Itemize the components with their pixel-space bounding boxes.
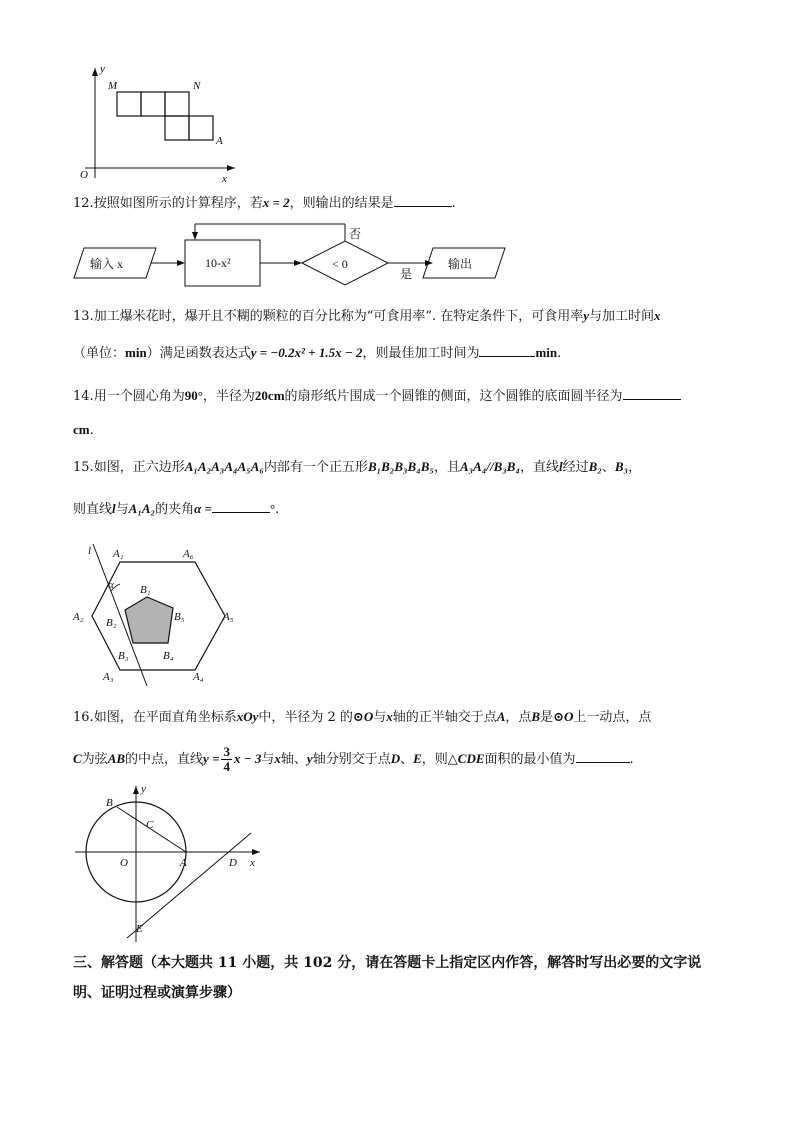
q16-line1-b: 中，半径为 2 的 bbox=[258, 710, 353, 725]
q12-end: . bbox=[451, 196, 456, 211]
q15-line2-b: 与 bbox=[115, 502, 129, 517]
q14-radius: 20cm bbox=[254, 388, 285, 403]
q15-pentagon: B₁B₂B₃B₄B₅ bbox=[367, 459, 434, 474]
fig15-b1-label: B₁ bbox=[140, 584, 151, 596]
fig16-e-label: E bbox=[136, 923, 143, 935]
q16-line1-c: 与 bbox=[373, 710, 387, 725]
grid-x-label: x bbox=[222, 173, 227, 185]
q16-line2-d: 轴、 bbox=[280, 752, 307, 767]
fig15-a6-label: A₆ bbox=[183, 548, 194, 560]
q15-degree: ° bbox=[269, 501, 276, 516]
q15-end: . bbox=[275, 502, 280, 517]
q13-unit2: min bbox=[535, 345, 558, 360]
q13-line1-a: 加工爆米花时，爆开且不糊的颗粒的百分比称为“可食用率”. 在特定条件下，可食用率 bbox=[93, 309, 584, 324]
q16-line1-e: ，点 bbox=[505, 710, 532, 725]
fig16-a-label: A bbox=[180, 857, 187, 869]
q16-line1-g: 上一动点，点 bbox=[573, 710, 652, 725]
q16-line2-c: 与 bbox=[261, 752, 275, 767]
q12-text-b: ，则输出的结果是 bbox=[289, 196, 394, 211]
q15-line1-e: 经过 bbox=[562, 460, 589, 475]
grid-a-label: A bbox=[216, 135, 223, 147]
question-16-line2 bbox=[73, 742, 634, 777]
circle-figure bbox=[70, 780, 270, 945]
fig15-a3-label: A₃ bbox=[103, 671, 114, 683]
fig15-alpha-label: α bbox=[108, 579, 114, 591]
q15-line1-a: 如图，正六边形 bbox=[93, 460, 185, 475]
grid-origin-label: O bbox=[80, 169, 88, 181]
q15-line2-a: 则直线 bbox=[73, 502, 113, 517]
q16-x-axis: x bbox=[386, 709, 393, 724]
q16-chord-ab: AB bbox=[107, 751, 126, 766]
question-13-line2 bbox=[73, 342, 561, 364]
q15-hexagon: A₁A₂A₃A₄A₅A₆ bbox=[184, 459, 264, 474]
fig15-b3-label: B₃ bbox=[118, 650, 129, 662]
flow-formula-label: 10-x² bbox=[205, 256, 231, 270]
q15-line2-c: 的夹角 bbox=[155, 502, 195, 517]
q15-answer-blank[interactable] bbox=[212, 498, 270, 513]
q16-line2-b: 的中点，直线 bbox=[125, 752, 204, 767]
q14-unit: cm bbox=[73, 422, 90, 437]
q13-line2-c: ，则最佳加工时间为 bbox=[362, 346, 480, 361]
flow-compare-label: < 0 bbox=[332, 257, 348, 271]
q16-triangle-cde: CDE bbox=[457, 751, 485, 766]
q16-line2-e: 轴分别交于点 bbox=[312, 752, 391, 767]
grid-figure bbox=[70, 60, 245, 185]
q13-line1-b: 与加工时间 bbox=[589, 309, 655, 324]
q16-point-b: B bbox=[531, 709, 541, 724]
q16-end: . bbox=[629, 752, 634, 767]
q16-line1-d: 轴的正半轴交于点 bbox=[392, 710, 497, 725]
q12-answer-blank[interactable] bbox=[394, 192, 452, 207]
flowchart bbox=[70, 220, 515, 290]
q14-text-b: ，半径为 bbox=[202, 389, 255, 404]
q15-sep: 、 bbox=[601, 460, 615, 475]
fig15-a4-label: A₄ bbox=[193, 671, 204, 683]
q15-line1-b: 内部有一个正五形 bbox=[263, 460, 368, 475]
fig16-x-label: x bbox=[250, 857, 255, 869]
q13-var-y: y bbox=[583, 308, 590, 323]
q15-line1-c: ，且 bbox=[433, 460, 460, 475]
q13-formula: y = −0.2x² + 1.5x − 2 bbox=[250, 345, 363, 360]
q14-end: . bbox=[89, 423, 94, 438]
fig15-a2-label: A₂ bbox=[73, 611, 84, 623]
q13-var-x: x bbox=[654, 308, 661, 323]
q16-circle-o-2: ⊙O bbox=[553, 709, 574, 724]
q16-point-d: D bbox=[390, 751, 401, 766]
q16-point-e: E bbox=[413, 751, 422, 766]
q16-line2-f: ，则△ bbox=[421, 752, 458, 767]
q16-line1-a: 如图，在平面直角坐标系 bbox=[93, 710, 237, 725]
question-14-line2 bbox=[73, 420, 94, 441]
q13-unit: min bbox=[125, 345, 147, 360]
fig16-y-label: y bbox=[141, 783, 146, 795]
question-14 bbox=[73, 385, 681, 407]
fig16-b-label: B bbox=[106, 797, 113, 809]
flow-output-label: 输出 bbox=[448, 257, 473, 271]
q15-a1a2: A₁A₂ bbox=[128, 501, 156, 516]
fig15-a5-label: A₅ bbox=[223, 611, 234, 623]
q12-text-a: 按照如图所示的计算程序，若 bbox=[93, 196, 263, 211]
question-13 bbox=[73, 306, 661, 327]
q16-frac-num: 3 bbox=[223, 744, 230, 759]
flow-no-label: 否 bbox=[349, 227, 362, 241]
q15-line1-f: ， bbox=[628, 460, 642, 475]
fig15-l-label: l bbox=[88, 545, 92, 557]
question-12 bbox=[73, 192, 456, 214]
hexagon-figure bbox=[70, 540, 250, 690]
q16-sep: 、 bbox=[400, 752, 414, 767]
q13-line2-b: ）满足函数表达式 bbox=[146, 346, 251, 361]
q16-line2-g: 面积的最小值为 bbox=[484, 752, 576, 767]
q16-answer-blank[interactable] bbox=[576, 748, 630, 763]
fig15-b5-label: B₅ bbox=[174, 611, 185, 623]
q16-xoy: xOy bbox=[236, 709, 259, 724]
question-15-line2 bbox=[73, 498, 279, 520]
fig15-b2-label: B₂ bbox=[106, 617, 117, 629]
fig16-o-label: O bbox=[120, 857, 128, 869]
q16-point-c: C bbox=[73, 751, 82, 766]
q13-line2-a: （单位： bbox=[73, 346, 126, 361]
q16-circle-o: ⊙O bbox=[352, 709, 374, 724]
q14-angle: 90° bbox=[184, 388, 203, 403]
q14-text-c: 的扇形纸片围成一个圆锥的侧面，这个圆锥的底面圆半径为 bbox=[284, 389, 623, 404]
q16-frac-den: 4 bbox=[223, 759, 230, 774]
q16-line1-f: 是 bbox=[540, 710, 554, 725]
q12-condition: x = 2 bbox=[262, 195, 290, 210]
fig15-a1-label: A₁ bbox=[113, 548, 124, 560]
q15-line-l-2: l bbox=[112, 501, 116, 516]
q13-answer-blank[interactable] bbox=[479, 342, 535, 357]
q16-y2: y bbox=[306, 751, 313, 766]
line-de bbox=[127, 833, 251, 938]
fig16-d-label: D bbox=[229, 857, 237, 869]
fig16-c-label: C bbox=[146, 819, 154, 831]
grid-y-label: y bbox=[100, 63, 105, 75]
q16-fraction bbox=[221, 745, 232, 774]
flow-input-label: 输入 x bbox=[90, 257, 124, 271]
q16-number: 16. bbox=[73, 710, 94, 725]
q13-number: 13. bbox=[73, 309, 94, 324]
fig15-b4-label: B₄ bbox=[163, 650, 174, 662]
q15-parallel: A₃A₄//B₃B₄ bbox=[459, 459, 521, 474]
q15-number: 15. bbox=[73, 460, 94, 475]
q15-line1-d: ，直线 bbox=[520, 460, 560, 475]
q15-b2: B₂ bbox=[588, 459, 602, 474]
section-3-heading: 三、解答题（本大题共 11 小题，共 102 分，请在答题卡上指定区内作答，解答时写出必要的文字说明、证明过程或演算步骤） bbox=[73, 955, 702, 1001]
question-16 bbox=[73, 707, 651, 728]
q16-eq-rest: x − 3 bbox=[233, 751, 262, 766]
q15-b3: B₃ bbox=[614, 459, 629, 474]
q14-answer-blank[interactable] bbox=[623, 385, 681, 400]
grid-n-label: N bbox=[193, 80, 201, 92]
flow-yes-label: 是 bbox=[400, 267, 413, 281]
q14-number: 14. bbox=[73, 389, 94, 404]
q15-line-l: l bbox=[559, 459, 563, 474]
q16-x2: x bbox=[274, 751, 281, 766]
pentagon bbox=[125, 597, 173, 643]
question-15 bbox=[73, 457, 641, 478]
q16-line2-a: 为弦 bbox=[81, 752, 108, 767]
q13-end: . bbox=[557, 346, 562, 361]
q14-text-a: 用一个圆心角为 bbox=[93, 389, 185, 404]
q12-number: 12. bbox=[73, 196, 94, 211]
grid-m-label: M bbox=[108, 80, 118, 92]
q16-point-a: A bbox=[496, 709, 506, 724]
q15-alpha: α = bbox=[194, 501, 212, 516]
q16-eq-y: y = bbox=[203, 751, 220, 766]
